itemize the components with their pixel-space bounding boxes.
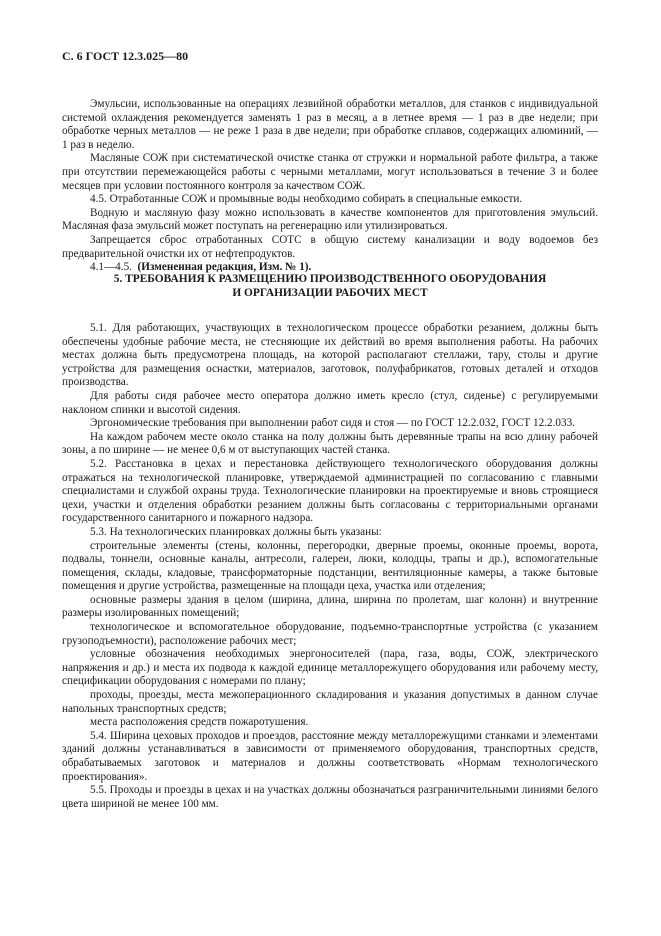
- paragraph: Для работы сидя рабочее место оператора должно иметь кресло (стул, сиденье) с регулируемыми наклоном спинки и высотой сидения.: [62, 389, 598, 416]
- section-title: [62, 272, 598, 300]
- paragraph: основные размеры здания в целом (ширина, длина, ширина по пролетам, шаг колонн) и внутренние размеры изолированных помещений;: [62, 593, 598, 620]
- paragraph: 5.4. Ширина цеховых проходов и проездов, расстояние между металлорежущими станками и элементами зданий должны устанавливаться в зависимости от применяемого оборудования, транспортных средств, обрабатываемых заготовок и материалов и должны соответствовать «Нормам технологического проектирования».: [62, 729, 598, 783]
- paragraph: Эргономические требования при выполнении работ сидя и стоя — по ГОСТ 12.2.032, ГОСТ 12.2.033.: [90, 417, 575, 430]
- paragraph: 5.1. Для работающих, участвующих в технологическом процессе обработки резанием, должны быть обеспечены удобные рабочие места, не стесняющие их действий во время выполнения работы. На рабочих местах должна быть предусмотрена площадь, на которой располагают стеллажи, тару, столы и другие устройства для размещения оснастки, материалов, заготовок, полуфабрикатов, готовых деталей и отходов производства.: [62, 322, 598, 389]
- paragraph: 5.3. На технологических планировках должны быть указаны:: [90, 525, 382, 538]
- amendment-prefix: 4.1—4.5.: [90, 261, 132, 274]
- paragraph: технологическое и вспомогательное оборудование, подъемно-транспортные устройства (с указанием грузоподъемности), расположение рабочих мест;: [62, 621, 598, 647]
- paragraph: условные обозначения необходимых энергоносителей (пара, газа, воды, СОЖ, электрического напряжения и др.) и места их подвода к каждой единице металлорежущего оборудования или рабочему месту, спецификации оборудования с номерами по плану;: [62, 648, 598, 688]
- page-header: С. 6 ГОСТ 12.3.025—80: [62, 49, 189, 63]
- paragraph: Эмульсии, использованные на операциях лезвийной обработки металлов, для станков с индивидуальной системой охлаждения рекомендуется заменять 1 раз в месяц, а в летнее время — 1 раз в две недели; при обработке черных металлов — не реже 1 раза в две недели; при обработке сплавов, содержащих алюминий, — 1 раз в неделю.: [62, 98, 598, 151]
- amendment-text: (Измененная редакция, Изм. № 1).: [137, 261, 312, 274]
- section-title-line: 5. ТРЕБОВАНИЯ К РАЗМЕЩЕНИЮ ПРОИЗВОДСТВЕННОГО ОБОРУДОВАНИЯ: [113, 273, 547, 285]
- paragraph: строительные элементы (стены, колонны, перегородки, дверные проемы, оконные проемы, ворота, подвалы, тоннели, основные каналы, антресоли, галереи, люки, колодцы, трапы и др.), вспомогательные помещения, склады, кладовые, трансформаторные подстанции, вентиляционные камеры, а также бытовые помещения и другие устройства, размещенные на площади цеха, участка или отделения;: [62, 539, 598, 593]
- paragraph: Водную и масляную фазу можно использовать в качестве компонентов для приготовления эмульсий. Масляная фаза эмульсий может поступать на регенерацию или утилизироваться.: [62, 206, 598, 233]
- section-title-line: И ОРГАНИЗАЦИИ РАБОЧИХ МЕСТ: [232, 287, 428, 299]
- paragraph: 5.2. Расстановка в цехах и перестановка действующего технологического оборудования должны отражаться на технологической планировке, утверждаемой администрацией по согласованию с главными специалистами и службой охраны труда. Технологические планировки на проектируемые и вновь строящиеся цехи, участки и отделения обработки резанием должны быть согласованы с территориальными органами государственного санитарного и пожарного надзора.: [62, 457, 598, 525]
- paragraph: проходы, проезды, места межоперационного складирования и указания допустимых в данном случае напольных транспортных средств;: [62, 689, 598, 715]
- text-block-section-5: [62, 322, 598, 811]
- paragraph: места расположения средств пожаротушения.: [90, 716, 309, 729]
- paragraph: На каждом рабочем месте около станка на полу должны быть деревянные трапы на всю длину рабочей зоны, а по ширине — не менее 0,6 м от выступающих частей станка.: [62, 430, 598, 457]
- text-block-section-4: [62, 98, 598, 275]
- paragraph: Запрещается сброс отработанных СОТС в общую систему канализации и воду водоемов без предварительной очистки их от нефтепродуктов.: [62, 233, 598, 260]
- paragraph: 5.5. Проходы и проезды в цехах и на участках должны обозначаться разграничительными линиями белого цвета шириной не менее 100 мм.: [62, 784, 598, 810]
- paragraph: Масляные СОЖ при систематической очистке станка от стружки и нормальной работе фильтра, а также при отсутствии перемежающейся работы с черными металлами, могут использоваться в течение 3 и более месяцев при условии постоянного контроля за качеством СОЖ.: [62, 152, 598, 192]
- paragraph: 4.5. Отработанные СОЖ и промывные воды необходимо собирать в специальные емкости.: [90, 193, 523, 206]
